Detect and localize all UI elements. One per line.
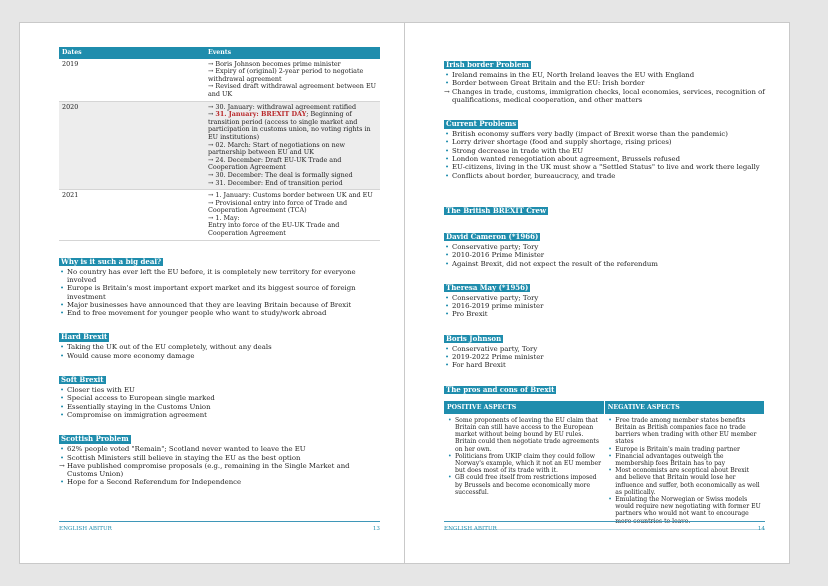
bullet-item: • 62% people voted "Remain"; Scotland never wanted to leave the EU: [59, 445, 380, 453]
bullet-item: • London wanted renegotiation about agreement, Brussels refused: [444, 155, 765, 163]
negative-cell: [604, 414, 764, 530]
person-section: [444, 326, 765, 370]
section-heading: Soft Brexit: [61, 375, 104, 385]
positive-cell: [444, 414, 604, 530]
section: [59, 324, 380, 360]
bullet-item: • Border between Great Britain and the EU: Irish border: [444, 79, 765, 87]
footer-label: ENGLISH ABITUR: [59, 526, 112, 532]
proscons-title: The pros and cons of Brexit: [446, 384, 555, 394]
section: [59, 426, 380, 486]
bullet-item: • British economy suffers very badly (impact of Brexit worse than the pandemic): [444, 130, 765, 138]
row-events: [205, 101, 380, 190]
bullet-item: • Essentially staying in the Customs Union: [59, 403, 380, 411]
bullet-item: • Would cause more economy damage: [59, 352, 380, 360]
page-13: [19, 22, 405, 564]
bullet-item: • Taking the UK out of the EU completely, without any deals: [59, 343, 380, 351]
events-header: Events: [205, 47, 380, 59]
row-date: 2021: [59, 190, 205, 241]
bullet-item: • Compromise on immigration agreement: [59, 411, 380, 419]
negative-item: • Free trade among member states benefits Britain as British companies face no trade barriers when trading with other EU member states: [607, 417, 761, 446]
negative-header: NEGATIVE ASPECTS: [604, 401, 764, 414]
row-date: 2019: [59, 59, 205, 101]
bullet-item: → Changes in trade, customs, immigration checks, local economies, services, recognition of qualifications, medical cooperation, and other matters: [444, 88, 765, 105]
page-footer: [59, 521, 380, 532]
page-number: 13: [372, 526, 380, 532]
row-events: → Boris Johnson becomes prime minister → Expiry of (original) 2-year period to negotiate withdrawal agreement → Revised draft withdrawal agreement between EU and UK: [205, 59, 380, 101]
bullet-list: [444, 294, 765, 319]
negative-item: • Most economists are sceptical about Brexit and believe that Britain would lose her influence and suffer, both economically as well as politically.: [607, 467, 761, 496]
bullet-item: • End to free movement for younger people who want to study/work abroad: [59, 309, 380, 317]
person-section: [444, 224, 765, 268]
events-part: → 30. January: withdrawal agreement ratified →: [208, 102, 357, 119]
left-sections: [59, 249, 380, 487]
section: [59, 249, 380, 318]
timeline-table: [59, 47, 380, 241]
crew-section: [444, 198, 765, 217]
crew-title: The British BREXIT Crew: [446, 205, 546, 215]
person-name: David Cameron (*1966): [446, 231, 539, 241]
bullet-item: • Hope for a Second Referendum for Independence: [59, 478, 380, 486]
bullet-list: [444, 243, 765, 268]
bullet-list: [59, 268, 380, 318]
bullet-item: • Europe is Britain's most important export market and its biggest source of foreign investment: [59, 284, 380, 301]
bullet-item: • No country has ever left the EU before, it is completely new territory for everyone involved: [59, 268, 380, 285]
bullet-list: [59, 343, 380, 360]
bullet-item: → Have published compromise proposals (e.g., remaining in the Single Market and Customs Union): [59, 462, 380, 479]
dates-header: Dates: [59, 47, 205, 59]
right-sections: [444, 52, 765, 180]
section: [59, 367, 380, 419]
section: [444, 111, 765, 180]
events-part: ; Beginning of transition period (access to single market and participation in customs union, no voting rights in EU institutions) → 02. March: Start of negotiations on new partnership between EU and UK → 24. December: Draft EU-UK Trade and Cooperation Agreement → 30. December: The deal is formally signed → 31. December: End of transition period: [208, 110, 371, 187]
bullet-item: • 2016-2019 prime minister: [444, 302, 765, 310]
footer-label: ENGLISH ABITUR: [444, 526, 497, 532]
negative-item: • Europe is Britain's main trading partner: [607, 446, 761, 453]
page-14: [404, 22, 790, 564]
bullet-item: • Closer ties with EU: [59, 386, 380, 394]
positive-list: [447, 417, 601, 496]
section: [444, 52, 765, 104]
table-row: [59, 101, 380, 190]
bullet-item: • Conflicts about border, bureaucracy, and trade: [444, 172, 765, 180]
section-heading: Scottish Problem: [61, 434, 129, 444]
row-events: → 1. January: Customs border between UK and EU → Provisional entry into force of Trade and Cooperation Agreement (TCA) → 1. May: Entry into force of the EU-UK Trade and Cooperation Agreement: [205, 190, 380, 241]
section-heading: Hard Brexit: [61, 332, 108, 342]
people-list: [444, 224, 765, 370]
bullet-list: [59, 386, 380, 419]
bullet-item: • Ireland remains in the EU, North Ireland leaves the EU with England: [444, 71, 765, 79]
bullet-list: [444, 71, 765, 104]
bullet-item: • Scottish Ministers still believe in staying the EU as the best option: [59, 454, 380, 462]
brexit-day-highlight: 31. January: BREXIT DAY: [215, 110, 307, 119]
page-number: 14: [757, 526, 765, 532]
bullet-list: [59, 445, 380, 486]
person-section: [444, 275, 765, 319]
table-row: [59, 59, 380, 101]
section-heading: Irish border Problem: [446, 60, 529, 69]
section-heading: Current Problems: [446, 119, 517, 129]
bullet-item: • Special access to European single marked: [59, 394, 380, 402]
person-name: Boris Johnson: [446, 333, 502, 343]
bullet-item: • Against Brexit, did not expect the result of the referendum: [444, 260, 765, 268]
bullet-item: • Conservative party, Tory: [444, 345, 765, 353]
bullet-list: [444, 345, 765, 370]
bullet-item: • Lorry driver shortage (food and supply shortage, rising prices): [444, 138, 765, 146]
page-footer: [444, 521, 765, 532]
bullet-item: • Pro Brexit: [444, 310, 765, 318]
proscons-section: [444, 377, 765, 530]
bullet-item: • 2010-2016 Prime Minister: [444, 251, 765, 259]
positive-item: • Some proponents of leaving the EU claim that Britain can still have access to the European market without being bound by EU rules. Britain could then negotiate trade agreements on her own.: [447, 417, 601, 453]
row-date: 2020: [59, 101, 205, 190]
section-heading: Why is it such a big deal?: [61, 256, 162, 266]
bullet-item: • Strong decrease in trade with the EU: [444, 147, 765, 155]
bullet-list: [444, 130, 765, 180]
negative-list: [607, 417, 761, 525]
positive-item: • Politicians from UKIP claim they could follow Norway's example, which it not an EU member but does most of its trade with it.: [447, 453, 601, 475]
bullet-item: • Conservative party; Tory: [444, 294, 765, 302]
negative-item: • Emulating the Norwegian or Swiss models would require new negotiating with former EU partners who would not want to encourage more countries to leave.: [607, 496, 761, 525]
negative-item: • Financial advantages outweigh the membership fees Britain has to pay: [607, 453, 761, 467]
table-row: [59, 190, 380, 241]
positive-item: • GB could free itself from restrictions imposed by Brussels and become economically more successful.: [447, 474, 601, 496]
bullet-item: • For hard Brexit: [444, 361, 765, 369]
bullet-item: • EU-citizens, living in the UK must show a "Settled Status" to live and work there legally: [444, 163, 765, 171]
bullet-item: • 2019-2022 Prime minister: [444, 353, 765, 361]
proscons-table: [444, 401, 765, 530]
positive-header: POSITIVE ASPECTS: [444, 401, 604, 414]
person-name: Theresa May (*1956): [446, 282, 529, 292]
bullet-item: • Major businesses have announced that they are leaving Britain because of Brexit: [59, 301, 380, 309]
bullet-item: • Conservative party; Tory: [444, 243, 765, 251]
